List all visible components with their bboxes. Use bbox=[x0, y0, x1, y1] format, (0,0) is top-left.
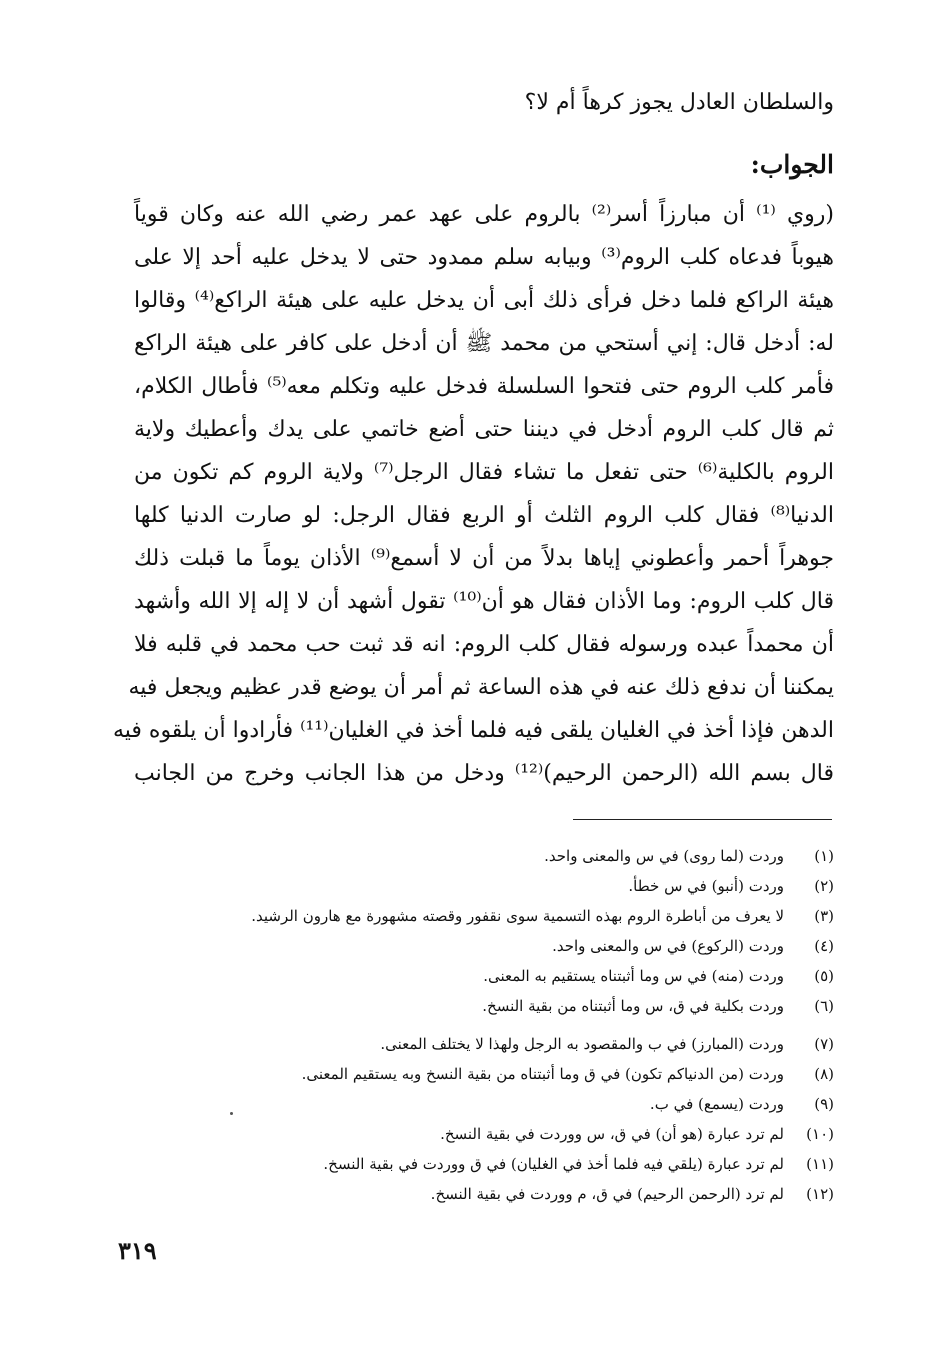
body-line: الدهن فإذا أخذ في الغليان يلقى فيه فلما أخذ في الغليان⁽¹¹⁾ فأرادوا أن يلقوه فيه bbox=[112, 718, 834, 743]
footnote bbox=[74, 996, 834, 1016]
scan-speck bbox=[230, 1112, 233, 1115]
footnote-separator bbox=[573, 819, 832, 820]
footnote-number: (١) bbox=[814, 847, 834, 865]
footnote-text: وردت (من الدنياكم تكون) في ق وما أثبتناه من بقية النسخ وبه يستقيم المعنى. bbox=[301, 1065, 784, 1083]
footnote-number: (١١) bbox=[806, 1155, 834, 1173]
page-number: ٣١٩ bbox=[118, 1236, 157, 1265]
footnote bbox=[74, 906, 834, 926]
body-line: هيئة الراكع فلما دخل فرأى ذلك أبى أن يدخل عليه على هيئة الراكع⁽⁴⁾ وقالوا bbox=[134, 288, 834, 313]
footnote-number: (١٢) bbox=[806, 1185, 834, 1203]
footnote-text: وردت (لما روى) في س والمعنى واحد. bbox=[544, 847, 784, 865]
body-line: أن محمداً عبده ورسوله فقال كلب الروم: انه قد ثبت حب محمد في قلبه فلا bbox=[134, 632, 834, 657]
footnote bbox=[74, 966, 834, 986]
body-line: هيوباً فدعاه كلب الروم⁽³⁾ وبيابه سلم ممدود حتى لا يدخل عليه أحد إلا على bbox=[134, 245, 834, 270]
body-line: ثم قال كلب الروم أدخل في ديننا حتى أضع خاتمي على يدك وأعطيك ولاية bbox=[134, 417, 834, 442]
footnote-number: (٤) bbox=[814, 937, 834, 955]
footnote-number: (٧) bbox=[814, 1035, 834, 1053]
footnote-text: وردت (أنبو) في س خطأ. bbox=[628, 877, 784, 895]
body-line: فأمر كلب الروم حتى فتحوا السلسلة فدخل عليه وتكلم معه⁽⁵⁾ فأطال الكلام، bbox=[134, 374, 834, 399]
footnote bbox=[74, 876, 834, 896]
footnote bbox=[74, 1124, 834, 1144]
footnote-text: وردت (يسمع) في ب. bbox=[649, 1095, 784, 1113]
body-line: الروم بالكلية⁽⁶⁾ حتى تفعل ما تشاء فقال الرجل⁽⁷⁾ ولاية الروم كم تكون من bbox=[134, 460, 834, 485]
footnote bbox=[74, 1184, 834, 1204]
footnote bbox=[74, 1064, 834, 1084]
footnote-text: لم ترد عبارة (يلقي فيه فلما أخذ في الغليان) في ق ووردت في بقية النسخ. bbox=[323, 1155, 784, 1173]
footnote-number: (٩) bbox=[814, 1095, 834, 1113]
footnote-number: (٣) bbox=[814, 907, 834, 925]
body-line: جوهراً أحمر وأعطوني إياها بدلاً من أن لا أسمع⁽⁹⁾ الأذان يوماً ما قبلت ذلك bbox=[134, 546, 834, 571]
footnote bbox=[74, 936, 834, 956]
footnote-number: (٢) bbox=[814, 877, 834, 895]
body-line: قال بسم الله (الرحمن الرحيم)⁽¹²⁾ ودخل من هذا الجانب وخرج من الجانب bbox=[134, 761, 834, 786]
footnote-text: وردت (الركوع) في س والمعنى واحد. bbox=[552, 937, 784, 955]
question-tail: والسلطان العادل يجوز كرهاً أم لا؟ bbox=[524, 90, 834, 115]
body-line: قال كلب الروم: وما الأذان فقال هو أن⁽¹⁰⁾ تقول أشهد أن لا إله إلا الله وأشهد bbox=[134, 589, 835, 614]
footnote-text: لم ترد عبارة (هو أن) في ق، س ووردت في بقية النسخ. bbox=[440, 1125, 784, 1143]
footnote bbox=[74, 1094, 834, 1114]
answer-heading: الجواب: bbox=[750, 150, 834, 179]
footnote bbox=[74, 1154, 834, 1174]
footnote-text: وردت بكلية في ق، س وما أثبتناه من بقية النسخ. bbox=[482, 997, 784, 1015]
footnote bbox=[74, 846, 834, 866]
footnote-text: وردت (المبارز) في ب والمقصود به الرجل ولهذا لا يختلف المعنى. bbox=[380, 1035, 784, 1053]
footnote bbox=[74, 1034, 834, 1054]
body-line: له: أدخل قال: إني أستحي من محمد ﷺ أن أدخل على كافر على هيئة الراكع bbox=[134, 331, 834, 356]
body-line: الدنيا⁽⁸⁾ فقال كلب الروم الثلث أو الربع فقال الرجل: لو صارت الدنيا كلها bbox=[134, 503, 834, 528]
footnote-number: (١٠) bbox=[806, 1125, 834, 1143]
footnote-text: لم ترد (الرحمن الرحيم) في ق، م ووردت في بقية النسخ. bbox=[430, 1185, 784, 1203]
footnote-text: لا يعرف من أباطرة الروم بهذه التسمية سوى نقفور وقصته مشهورة مع هارون الرشيد. bbox=[251, 907, 784, 925]
body-line: يمكننا أن ندفع ذلك عنه في هذه الساعة ثم أمر أن يوضع قدر عظيم ويجعل فيه bbox=[128, 675, 834, 700]
body-line: (روي ⁽¹⁾ أن مبارزاً أسر⁽²⁾ بالروم على عهد عمر رضي الله عنه وكان قوياً bbox=[134, 202, 834, 227]
footnote-number: (٥) bbox=[814, 967, 834, 985]
footnote-number: (٨) bbox=[814, 1065, 834, 1083]
footnote-number: (٦) bbox=[814, 997, 834, 1015]
footnote-text: وردت (منه) في س وما أثبتناه يستقيم به المعنى. bbox=[483, 967, 784, 985]
